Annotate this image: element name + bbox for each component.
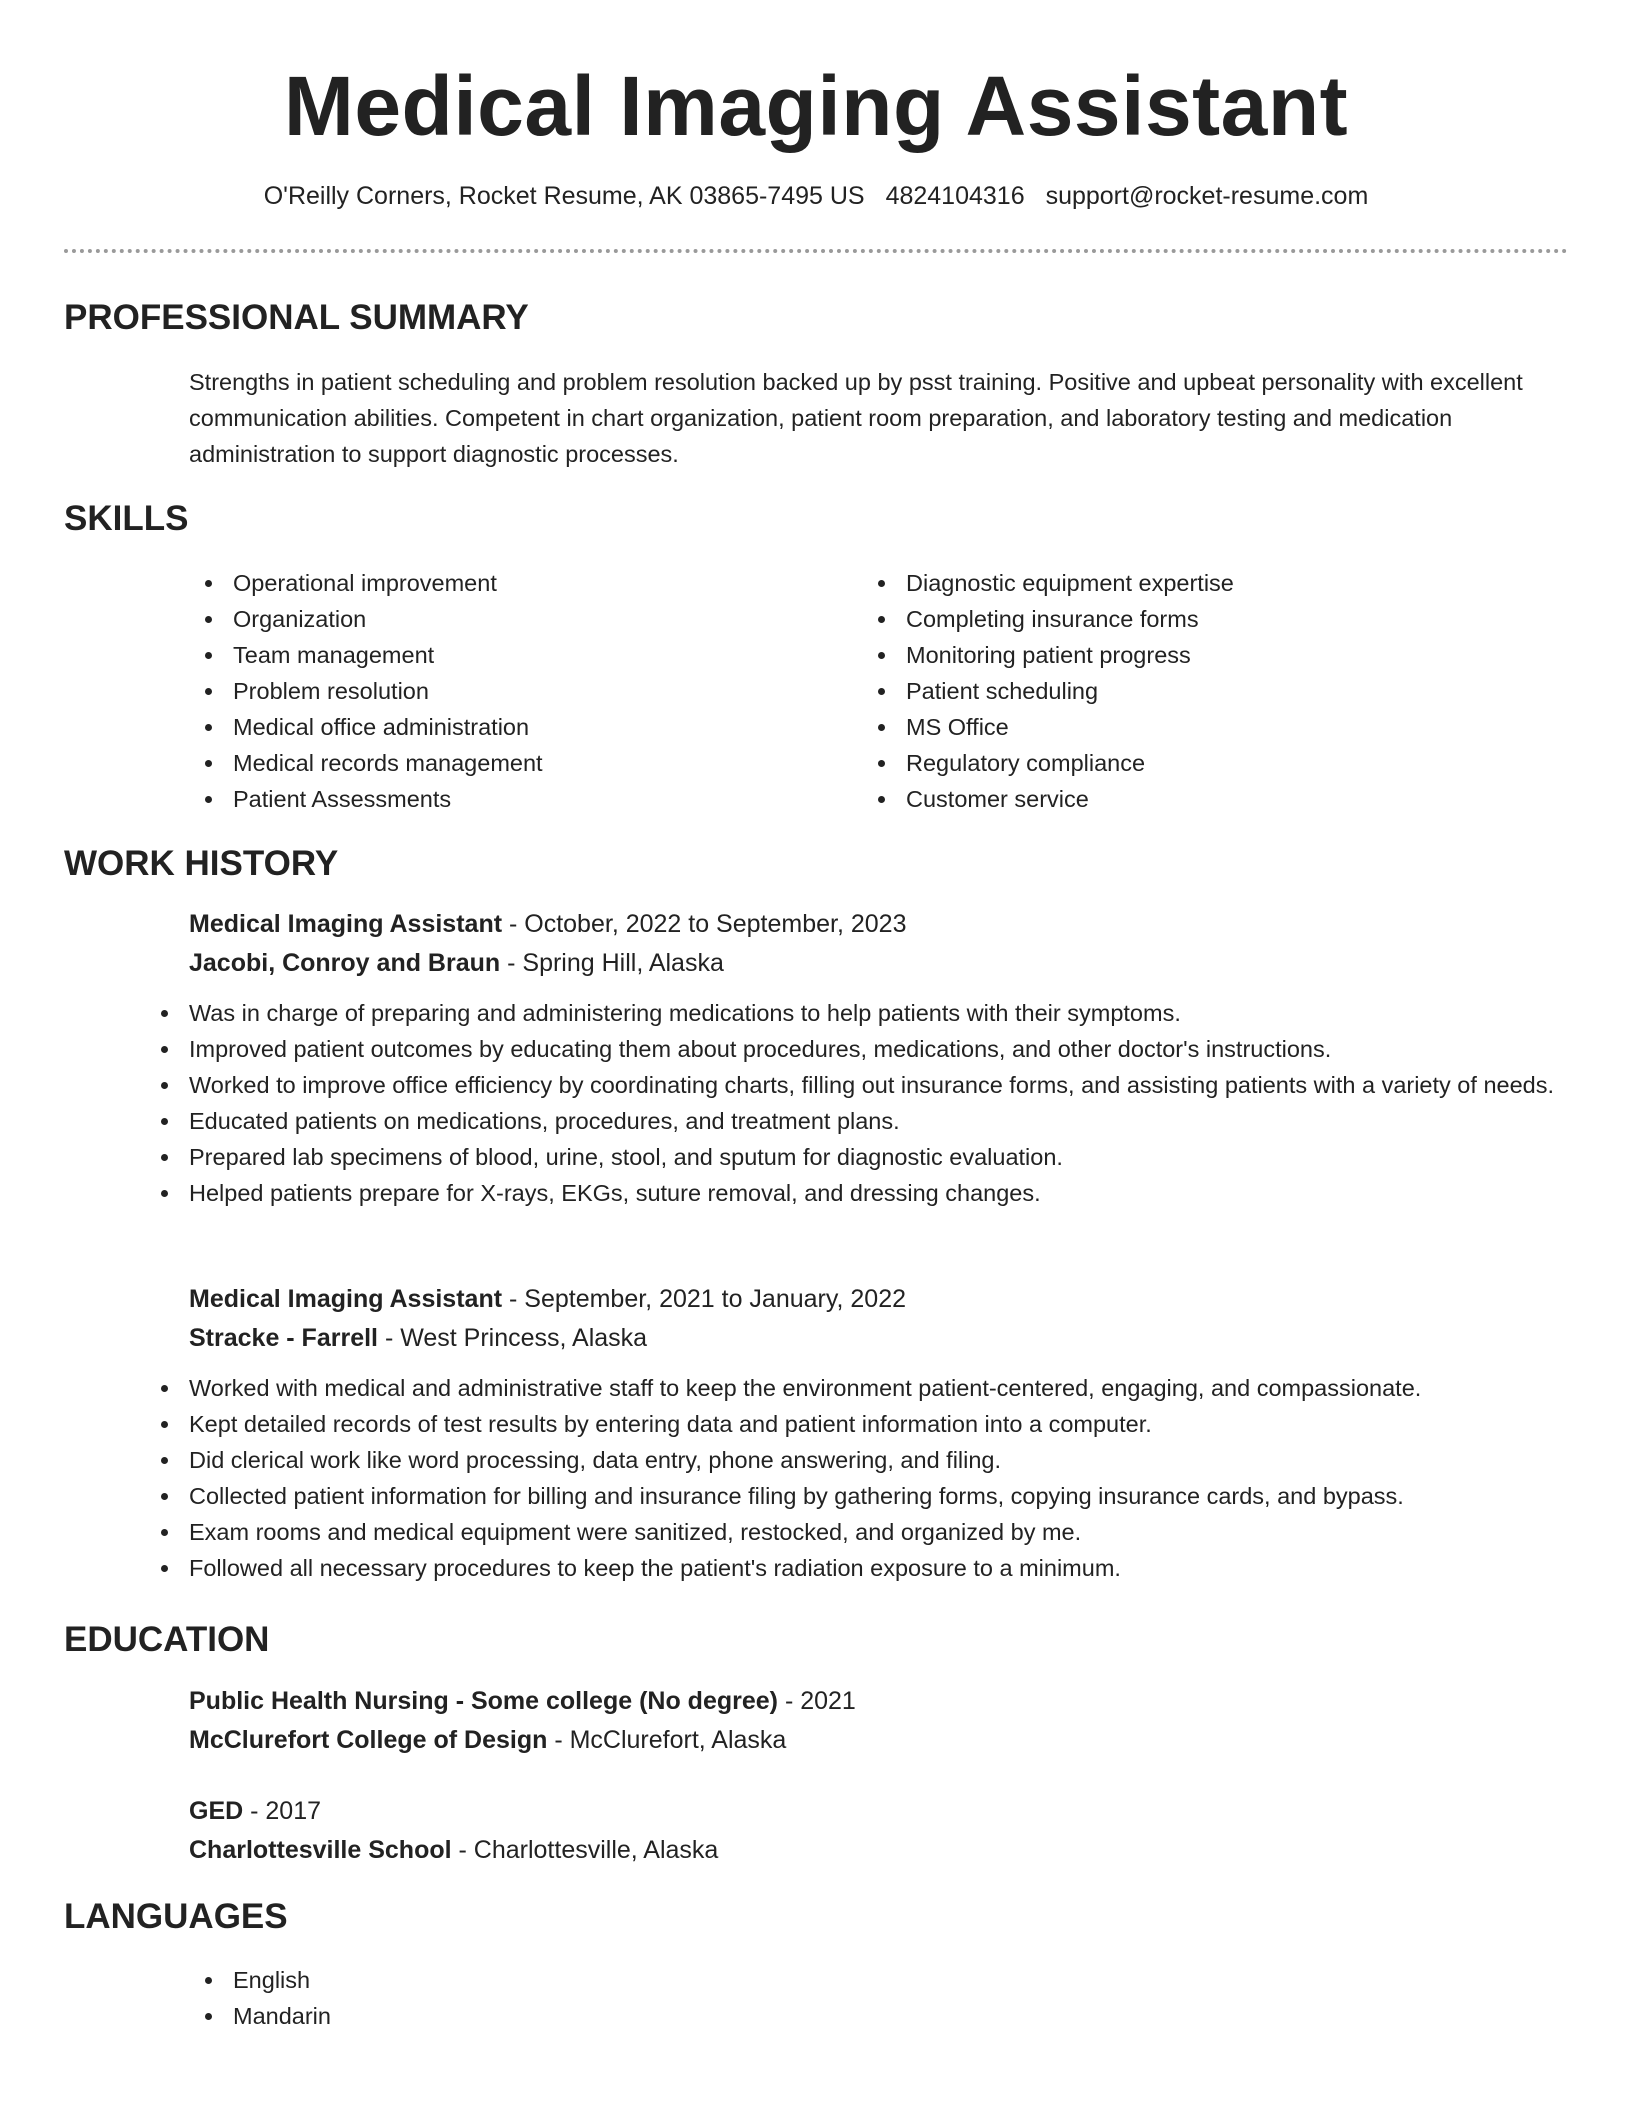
job-duty: Did clerical work like word processing, data entry, phone answering, and filing. bbox=[145, 1442, 1589, 1478]
job-duty: Exam rooms and medical equipment were sanitized, restocked, and organized by me. bbox=[145, 1514, 1589, 1550]
job-company-line bbox=[189, 1319, 1589, 1358]
skill-item: Diagnostic equipment expertise bbox=[862, 565, 1502, 601]
education-location: - McClurefort, Alaska bbox=[547, 1726, 787, 1754]
education-degree: Public Health Nursing - Some college (No degree) bbox=[189, 1687, 778, 1715]
contact-email: support@rocket-resume.com bbox=[1045, 182, 1369, 210]
education-degree-line bbox=[189, 1792, 1489, 1831]
skill-item: Organization bbox=[189, 601, 829, 637]
job-duty: Followed all necessary procedures to keep the patient's radiation exposure to a minimum. bbox=[145, 1550, 1589, 1586]
job-duty: Worked to improve office efficiency by coordinating charts, filling out insurance forms, and assisting patients with a variety of needs. bbox=[145, 1067, 1589, 1103]
job-duty: Collected patient information for billing and insurance filing by gathering forms, copying insurance cards, and bypass. bbox=[145, 1478, 1589, 1514]
skill-item: Regulatory compliance bbox=[862, 745, 1502, 781]
skill-item: MS Office bbox=[862, 709, 1502, 745]
skills-list-left bbox=[189, 565, 829, 817]
education-entry bbox=[189, 1792, 1489, 1870]
education-school: Charlottesville School bbox=[189, 1836, 452, 1864]
education-location: - Charlottesville, Alaska bbox=[451, 1836, 719, 1864]
languages-list bbox=[189, 1962, 789, 2034]
skills-list-right bbox=[862, 565, 1502, 817]
job-duty: Was in charge of preparing and administering medications to help patients with their symptoms. bbox=[145, 995, 1589, 1031]
section-title-skills: SKILLS bbox=[64, 499, 189, 538]
job-duty: Worked with medical and administrative staff to keep the environment patient-centered, engaging, and compassionate. bbox=[145, 1370, 1589, 1406]
education-school-line bbox=[189, 1721, 1489, 1760]
section-title-work-history: WORK HISTORY bbox=[64, 844, 339, 883]
education-year: - 2017 bbox=[243, 1797, 322, 1825]
job-entry bbox=[189, 1280, 1589, 1586]
skill-item: Medical office administration bbox=[189, 709, 829, 745]
education-degree: GED bbox=[189, 1797, 244, 1825]
skill-item: Operational improvement bbox=[189, 565, 829, 601]
header-divider bbox=[64, 249, 1568, 253]
contact-phone: 4824104316 bbox=[885, 182, 1025, 210]
education-entry bbox=[189, 1682, 1489, 1760]
job-duty: Kept detailed records of test results by entering data and patient information into a computer. bbox=[145, 1406, 1589, 1442]
job-duty: Prepared lab specimens of blood, urine, stool, and sputum for diagnostic evaluation. bbox=[145, 1139, 1589, 1175]
resume-name: Medical Imaging Assistant bbox=[283, 59, 1349, 153]
job-role: Medical Imaging Assistant bbox=[189, 910, 503, 938]
education-school: McClurefort College of Design bbox=[189, 1726, 548, 1754]
skill-item: Completing insurance forms bbox=[862, 601, 1502, 637]
contact-address: O'Reilly Corners, Rocket Resume, AK 03865-7495 US bbox=[263, 182, 865, 210]
skill-item: Medical records management bbox=[189, 745, 829, 781]
job-title-line bbox=[189, 1280, 1589, 1319]
language-item: English bbox=[189, 1962, 789, 1998]
education-degree-line bbox=[189, 1682, 1489, 1721]
job-duty: Educated patients on medications, procedures, and treatment plans. bbox=[145, 1103, 1589, 1139]
job-duties-list bbox=[145, 1370, 1589, 1586]
job-entry bbox=[189, 905, 1589, 1211]
language-item: Mandarin bbox=[189, 1998, 789, 2034]
section-title-summary: PROFESSIONAL SUMMARY bbox=[64, 298, 529, 337]
summary-text: Strengths in patient scheduling and problem resolution backed up by psst training. Positive and upbeat personality with excellent communication abilities. Competent in chart organization, patient room preparation, and laboratory testing and medication administration to support diagnostic processes. bbox=[189, 369, 1523, 467]
job-dates: - October, 2022 to September, 2023 bbox=[502, 910, 907, 938]
job-duty: Helped patients prepare for X-rays, EKGs, suture removal, and dressing changes. bbox=[145, 1175, 1589, 1211]
skill-item: Team management bbox=[189, 637, 829, 673]
skill-item: Patient Assessments bbox=[189, 781, 829, 817]
job-company: Stracke - Farrell bbox=[189, 1324, 378, 1352]
job-duty: Improved patient outcomes by educating them about procedures, medications, and other doctor's instructions. bbox=[145, 1031, 1589, 1067]
education-school-line bbox=[189, 1831, 1489, 1870]
job-duties-list bbox=[145, 995, 1589, 1211]
skill-item: Problem resolution bbox=[189, 673, 829, 709]
skill-item: Customer service bbox=[862, 781, 1502, 817]
section-title-education: EDUCATION bbox=[64, 1620, 270, 1659]
job-title-line bbox=[189, 905, 1589, 944]
contact-line bbox=[0, 176, 1632, 216]
skill-item: Monitoring patient progress bbox=[862, 637, 1502, 673]
job-role: Medical Imaging Assistant bbox=[189, 1285, 503, 1313]
skill-item: Patient scheduling bbox=[862, 673, 1502, 709]
job-company: Jacobi, Conroy and Braun bbox=[189, 949, 501, 977]
job-location: - Spring Hill, Alaska bbox=[500, 949, 724, 977]
section-title-languages: LANGUAGES bbox=[64, 1897, 288, 1936]
job-location: - West Princess, Alaska bbox=[378, 1324, 648, 1352]
job-dates: - September, 2021 to January, 2022 bbox=[502, 1285, 907, 1313]
education-year: - 2021 bbox=[778, 1687, 856, 1715]
job-company-line bbox=[189, 944, 1589, 983]
